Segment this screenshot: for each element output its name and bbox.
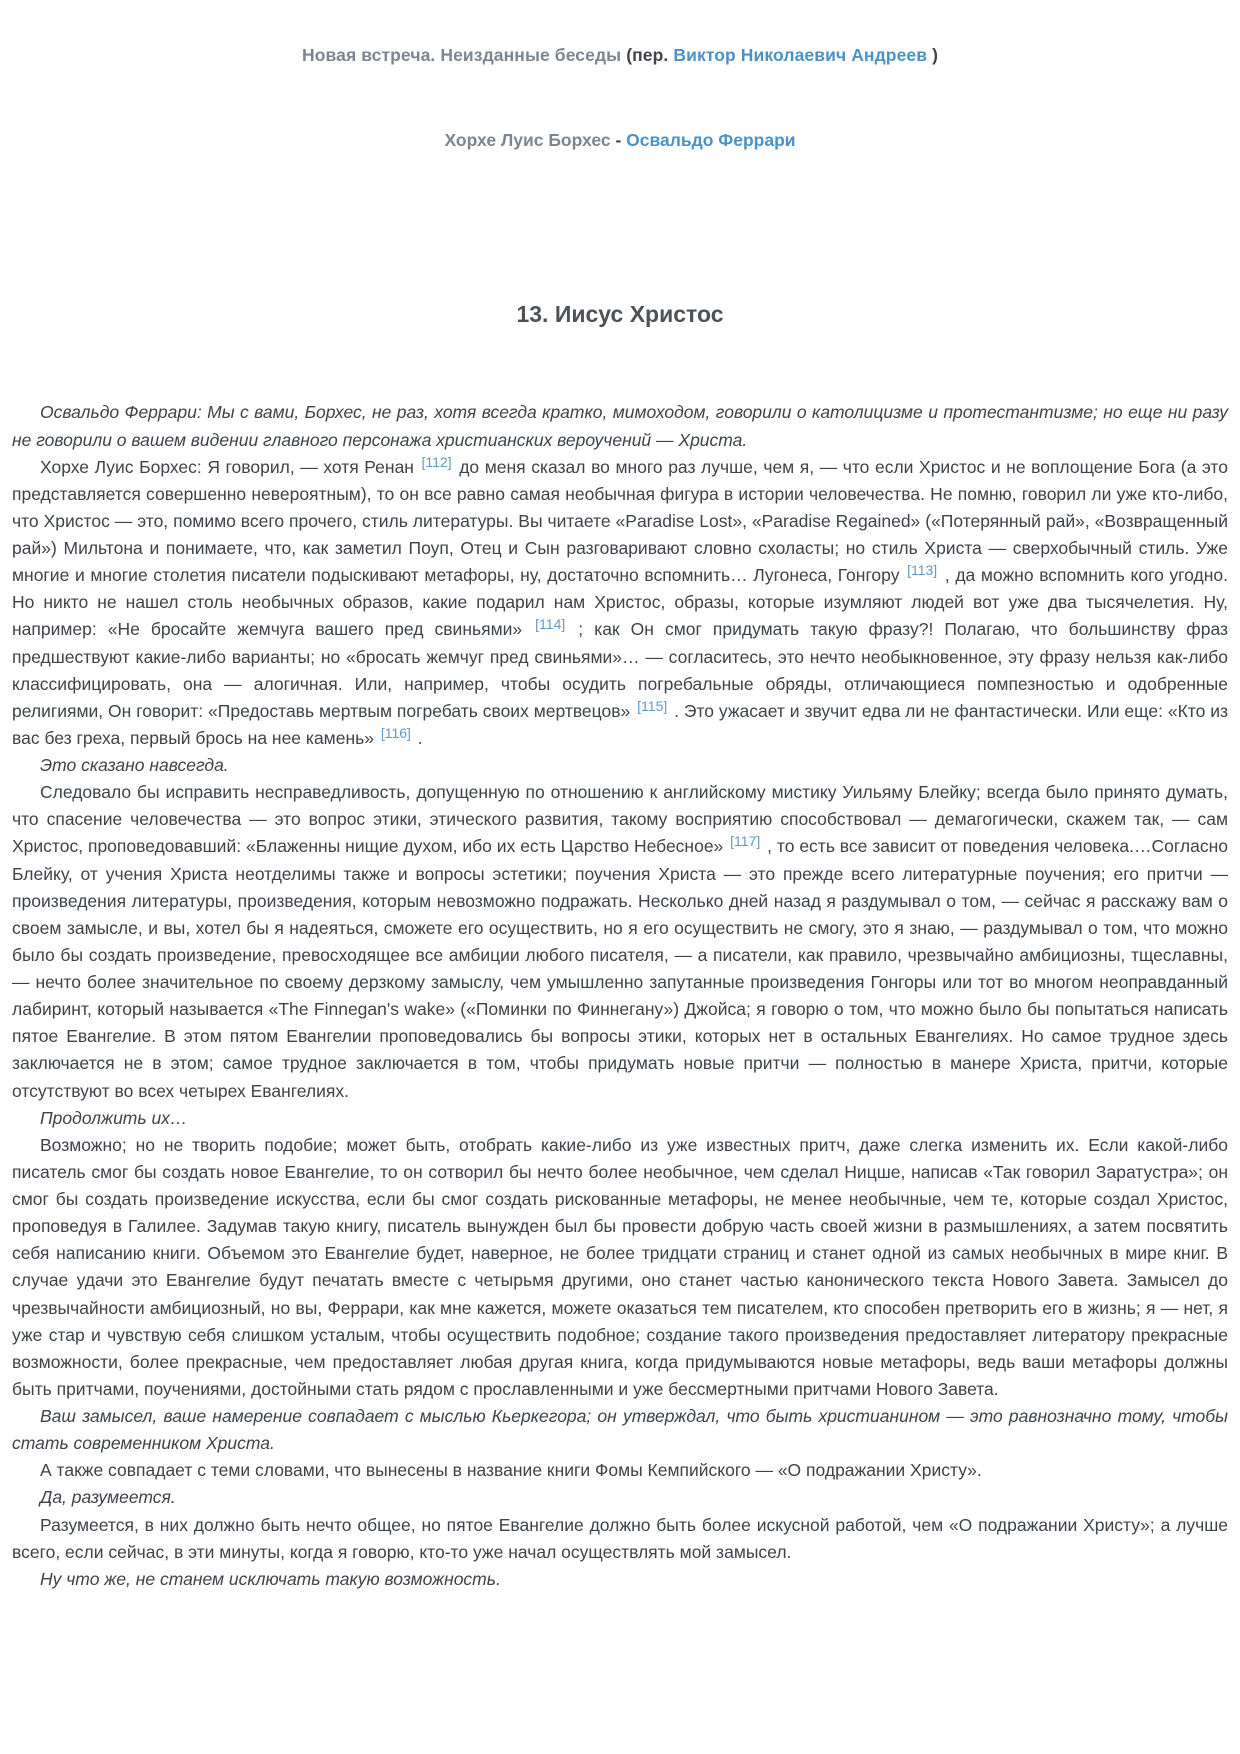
- interviewer-paragraph: Продолжить их…: [40, 1107, 188, 1128]
- footnote-ref[interactable]: [114]: [535, 616, 566, 633]
- speaker-paragraph: Хорхе Луис Борхес: Я говорил, — хотя Ренан [112] до меня сказал во много раз лучше, чем я, — что если Христос и не воплощение Бога (а это представляется совершенно невероятным), то он все равно самая необычная фигура в истории человечества. Не помню, говорил ли уже кто-либо, что Христос — это, помимо всего прочего, стиль литературы. Вы читаете «Paradise Lost», «Paradise Regained» («Потерянный рай», «Возвращенный рай») Мильтона и понимаете, что, как заметил Поуп, Отец и Сын разговаривают словно схоласты; но стиль Христа — сверхобычный стиль. Уже многие и многие столетия писатели подыскивают метафоры, ну, достаточно вспомнить… Лугонеса, Гонгору [113] , да можно вспомнить кого угодно. Но никто не нашел столь необычных образов, какие подарил нам Христос, образы, которые изумляют людей вот уже два тысячелетия. Ну, например: «Не бросайте жемчуга вашего пред свиньями» [114] ; как Он смог придумать такую фразу?! Полагаю, что большинству фраз предшествуют какие-либо варианты; но «бросать жемчуг пред свиньями»… — согласитесь, это нечто необыкновенное, эту фразу нельзя как-либо классифицировать, она — алогичная. Или, например, чтобы осудить погребальные обряды, отличающиеся помпезностью и одобренные религиями, Он говорит: «Предоставь мертвым погребать своих мертвецов» [115] . Это ужасает и звучит едва ли не фантастически. Или еще: «Кто из вас без греха, первый брось на нее камень» [116] .: [12, 453, 1228, 748]
- footnote-ref[interactable]: [112]: [421, 453, 452, 470]
- author-borges: Хорхе Луис Борхес: [444, 129, 611, 150]
- speaker-paragraph: Следовало бы исправить несправедливость, допущенную по отношению к английскому мистику Уильяму Блейку; всегда было принято думать, что спасение человечества — это вопрос этики, этического развития, такому восприятию способствовал — демагогически, скажем так, — сам Христос, проповедовавший: «Блаженны нищие духом, ибо их есть Царство Небесное» [117] , то есть все зависит от поведения человека.…Согласно Блейку, от учения Христа неотделимы также и вопросы эстетики; поучения Христа — это прежде всего литературные поучения; его притчи — произведения литературы, произведения, которым невозможно подражать. Несколько дней назад я раздумывал о том, — сейчас я расскажу вам о своем замысле, и вы, хотел бы я надеяться, сможете его осуществить, но я его осуществить не смогу, это я знаю, — раздумывал о том, что можно было бы создать произведение, превосходящее все амбиции любого писателя, — а писатели, как правило, чрезвычайно амбициозны, тщеславны, — нечто более значительное по своему дерзкому замыслу, чем умышленно запутанные произведения Гонгоры или тот во многом неоправданный лабиринт, который называется «The Finnegan's wake» («Поминки по Финнегану») Джойса; я говорю о том, что можно было бы попытаться написать пятое Евангелие. В этом пятом Евангелии проповедовались бы вопросы этики, которых нет в остальных Евангелиях. Но самое трудное здесь заключается не в этом; самое трудное заключается в том, чтобы придумать новые притчи — полностью в манере Христа, притчи, которые отсутствуют во всех четырех Евангелиях.: [12, 782, 1228, 1101]
- author-ferrari-link[interactable]: Освальдо Феррари: [626, 129, 796, 150]
- interviewer-paragraph: Ну что же, не станем исключать такую возможность.: [40, 1568, 501, 1589]
- authors-separator: -: [615, 129, 622, 150]
- footnote-ref[interactable]: [116]: [380, 724, 411, 741]
- speaker-paragraph: Возможно; но не творить подобие; может быть, отобрать какие-либо из уже известных притч, даже слегка изменить их. Если какой-либо писатель смог бы создать новое Евангелие, то он сотворил бы нечто более необычное, чем сделал Ницше, написав «Так говорил Заратустра»; он смог бы создать произведение искусства, если бы смог создать рискованные метафоры, не менее необычные, чем те, которые создал Христос, проповедуя в Галилее. Задумав такую книгу, писатель вынужден был бы провести добрую часть своей жизни в размышлениях, а затем посвятить себя написанию книги. Объемом это Евангелие будет, наверное, не более тридцати страниц и станет одной из самых необычных в мире книг. В случае удачи это Евангелие будут печатать вместе с четырьмя другими, оно станет частью канонического текста Нового Завета. Замысел до чрезвычайности амбициозный, но вы, Феррари, как мне кажется, можете оказаться тем писателем, кто способен претворить его в жизнь; я — нет, я уже стар и чувствую себя слишком усталым, чтобы осуществить подобное; создание такого произведения предоставляет литератору прекрасные возможности, более прекрасные, чем предоставляет любая другая книга, когда придумываются новые метафоры, ведь ваши метафоры должны быть притчами, поучениями, достойными стать рядом с прославленными и уже бессмертными притчами Нового Завета.: [12, 1134, 1228, 1399]
- translator-link[interactable]: Виктор Николаевич Андреев: [673, 45, 928, 65]
- book-title: Новая встреча. Неизданные беседы: [301, 45, 622, 65]
- translator-suffix: ): [932, 45, 939, 65]
- interviewer-paragraph: Ваш замысел, ваше намерение совпадает с мыслью Кьеркегора; он утверждал, что быть христианином — это равнозначно тому, чтобы стать современником Христа.: [12, 1406, 1228, 1454]
- chapter-title: 13. Иисус Христос: [516, 300, 724, 327]
- speaker-paragraph: А также совпадает с теми словами, что вынесены в название книги Фомы Кемпийского — «О подражании Христу».: [40, 1460, 982, 1481]
- footnote-ref[interactable]: [117]: [730, 833, 761, 850]
- translator-prefix: (пер.: [626, 45, 669, 65]
- footnote-ref[interactable]: [115]: [637, 697, 668, 714]
- interviewer-paragraph: Освальдо Феррари: Мы с вами, Борхес, не раз, хотя всегда кратко, мимоходом, говорили о католицизме и протестантизме; но еще ни разу не говорили о вашем видении главного персонажа христианских вероучений — Христа.: [12, 402, 1228, 450]
- footnote-ref[interactable]: [113]: [907, 562, 938, 579]
- book-header: [12, 44, 1228, 67]
- speaker-paragraph: Разумеется, в них должно быть нечто общее, но пятое Евангелие должно быть более искусной работой, чем «О подражании Христу»; а лучше всего, если сейчас, в эти минуты, когда я говорю, кто-то уже начал осуществлять мой замысел.: [12, 1514, 1228, 1562]
- chapter-body: [12, 399, 1228, 1593]
- interviewer-paragraph: Да, разумеется.: [40, 1487, 176, 1508]
- authors-line: [12, 129, 1228, 152]
- interviewer-paragraph: Это сказано навсегда.: [40, 755, 229, 776]
